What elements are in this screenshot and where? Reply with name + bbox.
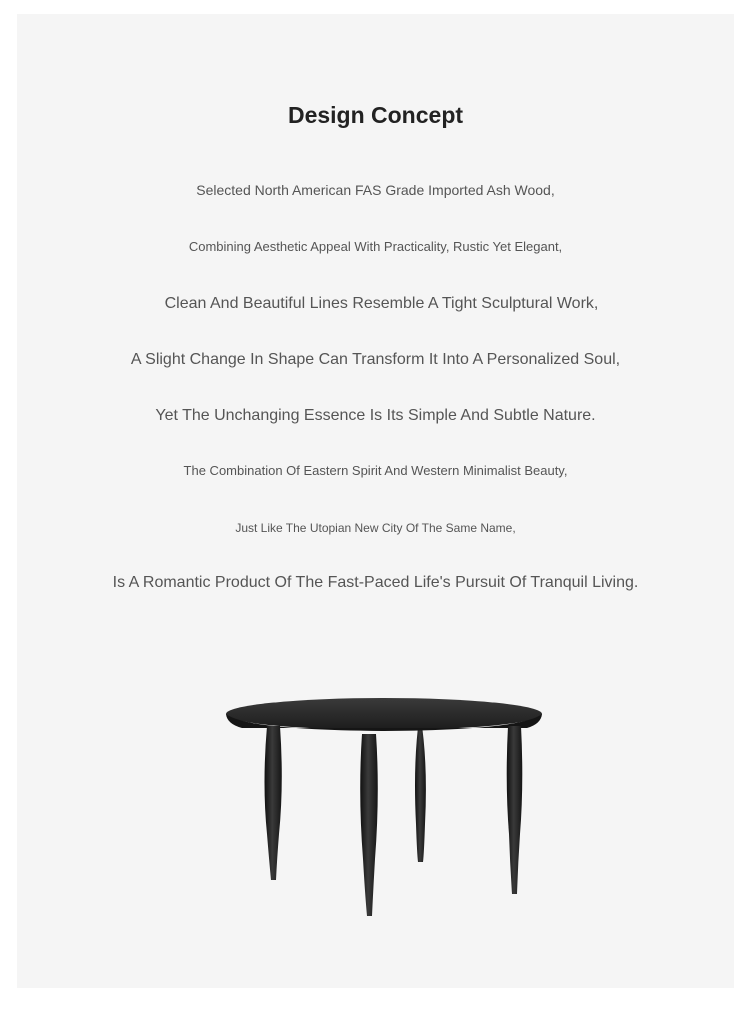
concept-line-6: The Combination Of Eastern Spirit And Western Minimalist Beauty, [183, 463, 568, 478]
design-concept-panel [17, 14, 734, 988]
concept-line-5: Yet The Unchanging Essence Is Its Simple And Subtle Nature. [155, 407, 596, 424]
concept-line-7: Just Like The Utopian New City Of The Same Name, [235, 521, 516, 535]
round-table-illustration [222, 684, 562, 934]
concept-line-3: Clean And Beautiful Lines Resemble A Tight Sculptural Work, [164, 295, 599, 312]
section-title: Design Concept [287, 102, 464, 128]
concept-line-8: Is A Romantic Product Of The Fast-Paced Life's Pursuit Of Tranquil Living. [112, 574, 639, 591]
concept-line-4: A Slight Change In Shape Can Transform It Into A Personalized Soul, [130, 351, 621, 368]
concept-line-1: Selected North American FAS Grade Imported Ash Wood, [196, 182, 555, 198]
product-image-round-table [222, 684, 562, 939]
concept-line-2: Combining Aesthetic Appeal With Practicality, Rustic Yet Elegant, [188, 239, 563, 254]
